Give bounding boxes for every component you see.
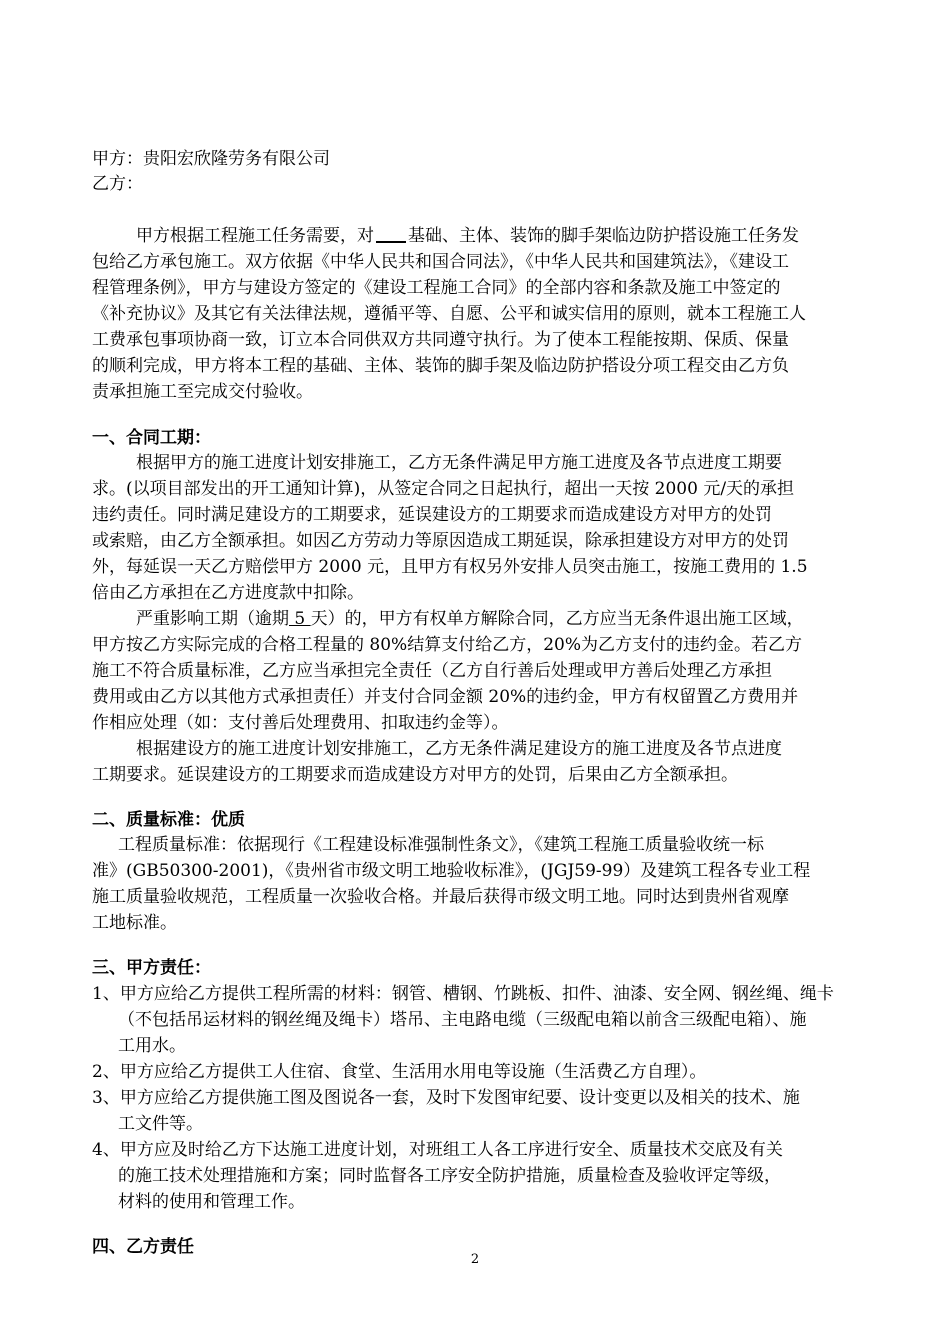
s3-item: 工文件等。 — [118, 1114, 203, 1134]
section-3-title: 三、甲方责任： — [92, 958, 211, 978]
intro-text: 基础、主体、装饰的脚手架临边防护搭设施工任务发 — [408, 226, 799, 246]
s1-line: 倍由乙方承担在乙方进度款中扣除。 — [92, 583, 364, 603]
s3-item: （不包括吊运材料的钢丝绳及绳卡）塔吊、主电路电缆（三级配电箱以前含三级配电箱）、施 — [118, 1010, 807, 1030]
s1-line: 或索赔，由乙方全额承担。如因乙方劳动力等原因造成工期延误，除承担建设方对甲方的处罚 — [92, 531, 789, 551]
s1-line: 费用或由乙方以其他方式承担责任）并支付合同金额 20%的违约金，甲方有权留置乙方费用并 — [92, 687, 799, 707]
intro-line: 责承担施工至完成交付验收。 — [92, 382, 313, 402]
s3-item: 的施工技术处理措施和方案；同时监督各工序安全防护措施，质量检查及验收评定等级， — [118, 1166, 781, 1186]
s2-line: 施工质量验收规范，工程质量一次验收合格。并最后获得市级文明工地。同时达到贵州省观摩 — [92, 887, 789, 907]
s1-line — [136, 607, 906, 631]
s1-line: 根据建设方的施工进度计划安排施工，乙方无条件满足建设方的施工进度及各节点进度 — [136, 739, 782, 759]
section-1-title: 一、合同工期： — [92, 428, 211, 448]
intro-line: 工费承包事项协商一致，订立本合同供双方共同遵守执行。为了使本工程能按期、保质、保量 — [92, 330, 789, 350]
s3-item: 3、甲方应给乙方提供施工图及图说各一套，及时下发图审纪要、设计变更以及相关的技术、施 — [92, 1088, 800, 1108]
s2-line: 工地标准。 — [92, 913, 177, 933]
intro-text: 甲方根据工程施工任务需要，对 — [136, 226, 374, 246]
section-2-title: 二、质量标准：优质 — [92, 810, 245, 830]
section-4-title: 四、乙方责任 — [92, 1237, 194, 1257]
s1-line: 求。(以项目部发出的开工通知计算)，从签定合同之日起执行，超出一天按 2000 元/天的承担 — [92, 479, 795, 499]
s1-line: 根据甲方的施工进度计划安排施工，乙方无条件满足甲方施工进度及各节点进度工期要 — [136, 453, 782, 473]
s3-item: 材料的使用和管理工作。 — [118, 1192, 305, 1212]
page-number: 2 — [470, 1252, 480, 1267]
s3-item: 4、甲方应及时给乙方下达施工进度计划，对班组工人各工序进行安全、质量技术交底及有关 — [92, 1140, 783, 1160]
party-b: 乙方： — [92, 174, 143, 194]
s1-line: 外，每延误一天乙方赔偿甲方 2000 元，且甲方有权另外安排人员突击施工，按施工费用的 1.5 — [92, 557, 808, 577]
intro-line: 程管理条例》，甲方与建设方签定的《建设工程施工合同》的全部内容和条款及施工中签定的 — [92, 278, 781, 298]
s1-text: 严重影响工期（逾期 — [136, 609, 289, 629]
s1-line: 施工不符合质量标准，乙方应当承担完全责任（乙方自行善后处理或甲方善后处理乙方承担 — [92, 661, 772, 681]
intro-line: 包给乙方承包施工。双方依据《中华人民共和国合同法》，《中华人民共和国建筑法》，《建设工 — [92, 252, 789, 272]
s1-text: 天）的，甲方有权单方解除合同，乙方应当无条件退出施工区域， — [310, 609, 804, 629]
overdue-days: 5 — [289, 609, 311, 629]
s2-line: 工程质量标准：依据现行《工程建设标准强制性条文》，《建筑工程施工质量验收统一标 — [118, 835, 764, 855]
intro-line: 《补充协议》及其它有关法律法规，遵循平等、自愿、公平和诚实信用的原则，就本工程施工人 — [92, 304, 806, 324]
s1-line: 作相应处理（如：支付善后处理费用、扣取违约金等）。 — [92, 713, 509, 733]
s3-item: 2、甲方应给乙方提供工人住宿、食堂、生活用水用电等设施（生活费乙方自理）。 — [92, 1062, 707, 1082]
blank-underline — [376, 225, 406, 243]
intro-line — [136, 224, 906, 248]
party-a: 甲方：贵阳宏欣隆劳务有限公司 — [92, 149, 330, 169]
s1-line: 违约责任。同时满足建设方的工期要求，延误建设方的工期要求而造成建设方对甲方的处罚 — [92, 505, 772, 525]
s2-line: 准》(GB50300-2001)，《贵州省市级文明工地验收标准》，(JGJ59-99）及建筑工程各专业工程 — [92, 861, 811, 881]
intro-line: 的顺利完成，甲方将本工程的基础、主体、装饰的脚手架及临边防护搭设分项工程交由乙方负 — [92, 356, 789, 376]
s3-item: 工用水。 — [118, 1036, 186, 1056]
s3-item: 1、甲方应给乙方提供工程所需的材料：钢管、槽钢、竹跳板、扣件、油漆、安全网、钢丝绳、绳卡 — [92, 984, 834, 1004]
s1-line: 工期要求。延误建设方的工期要求而造成建设方对甲方的处罚，后果由乙方全额承担。 — [92, 765, 738, 785]
s1-line: 甲方按乙方实际完成的合格工程量的 80%结算支付给乙方，20%为乙方支付的违约金。若乙方 — [92, 635, 802, 655]
